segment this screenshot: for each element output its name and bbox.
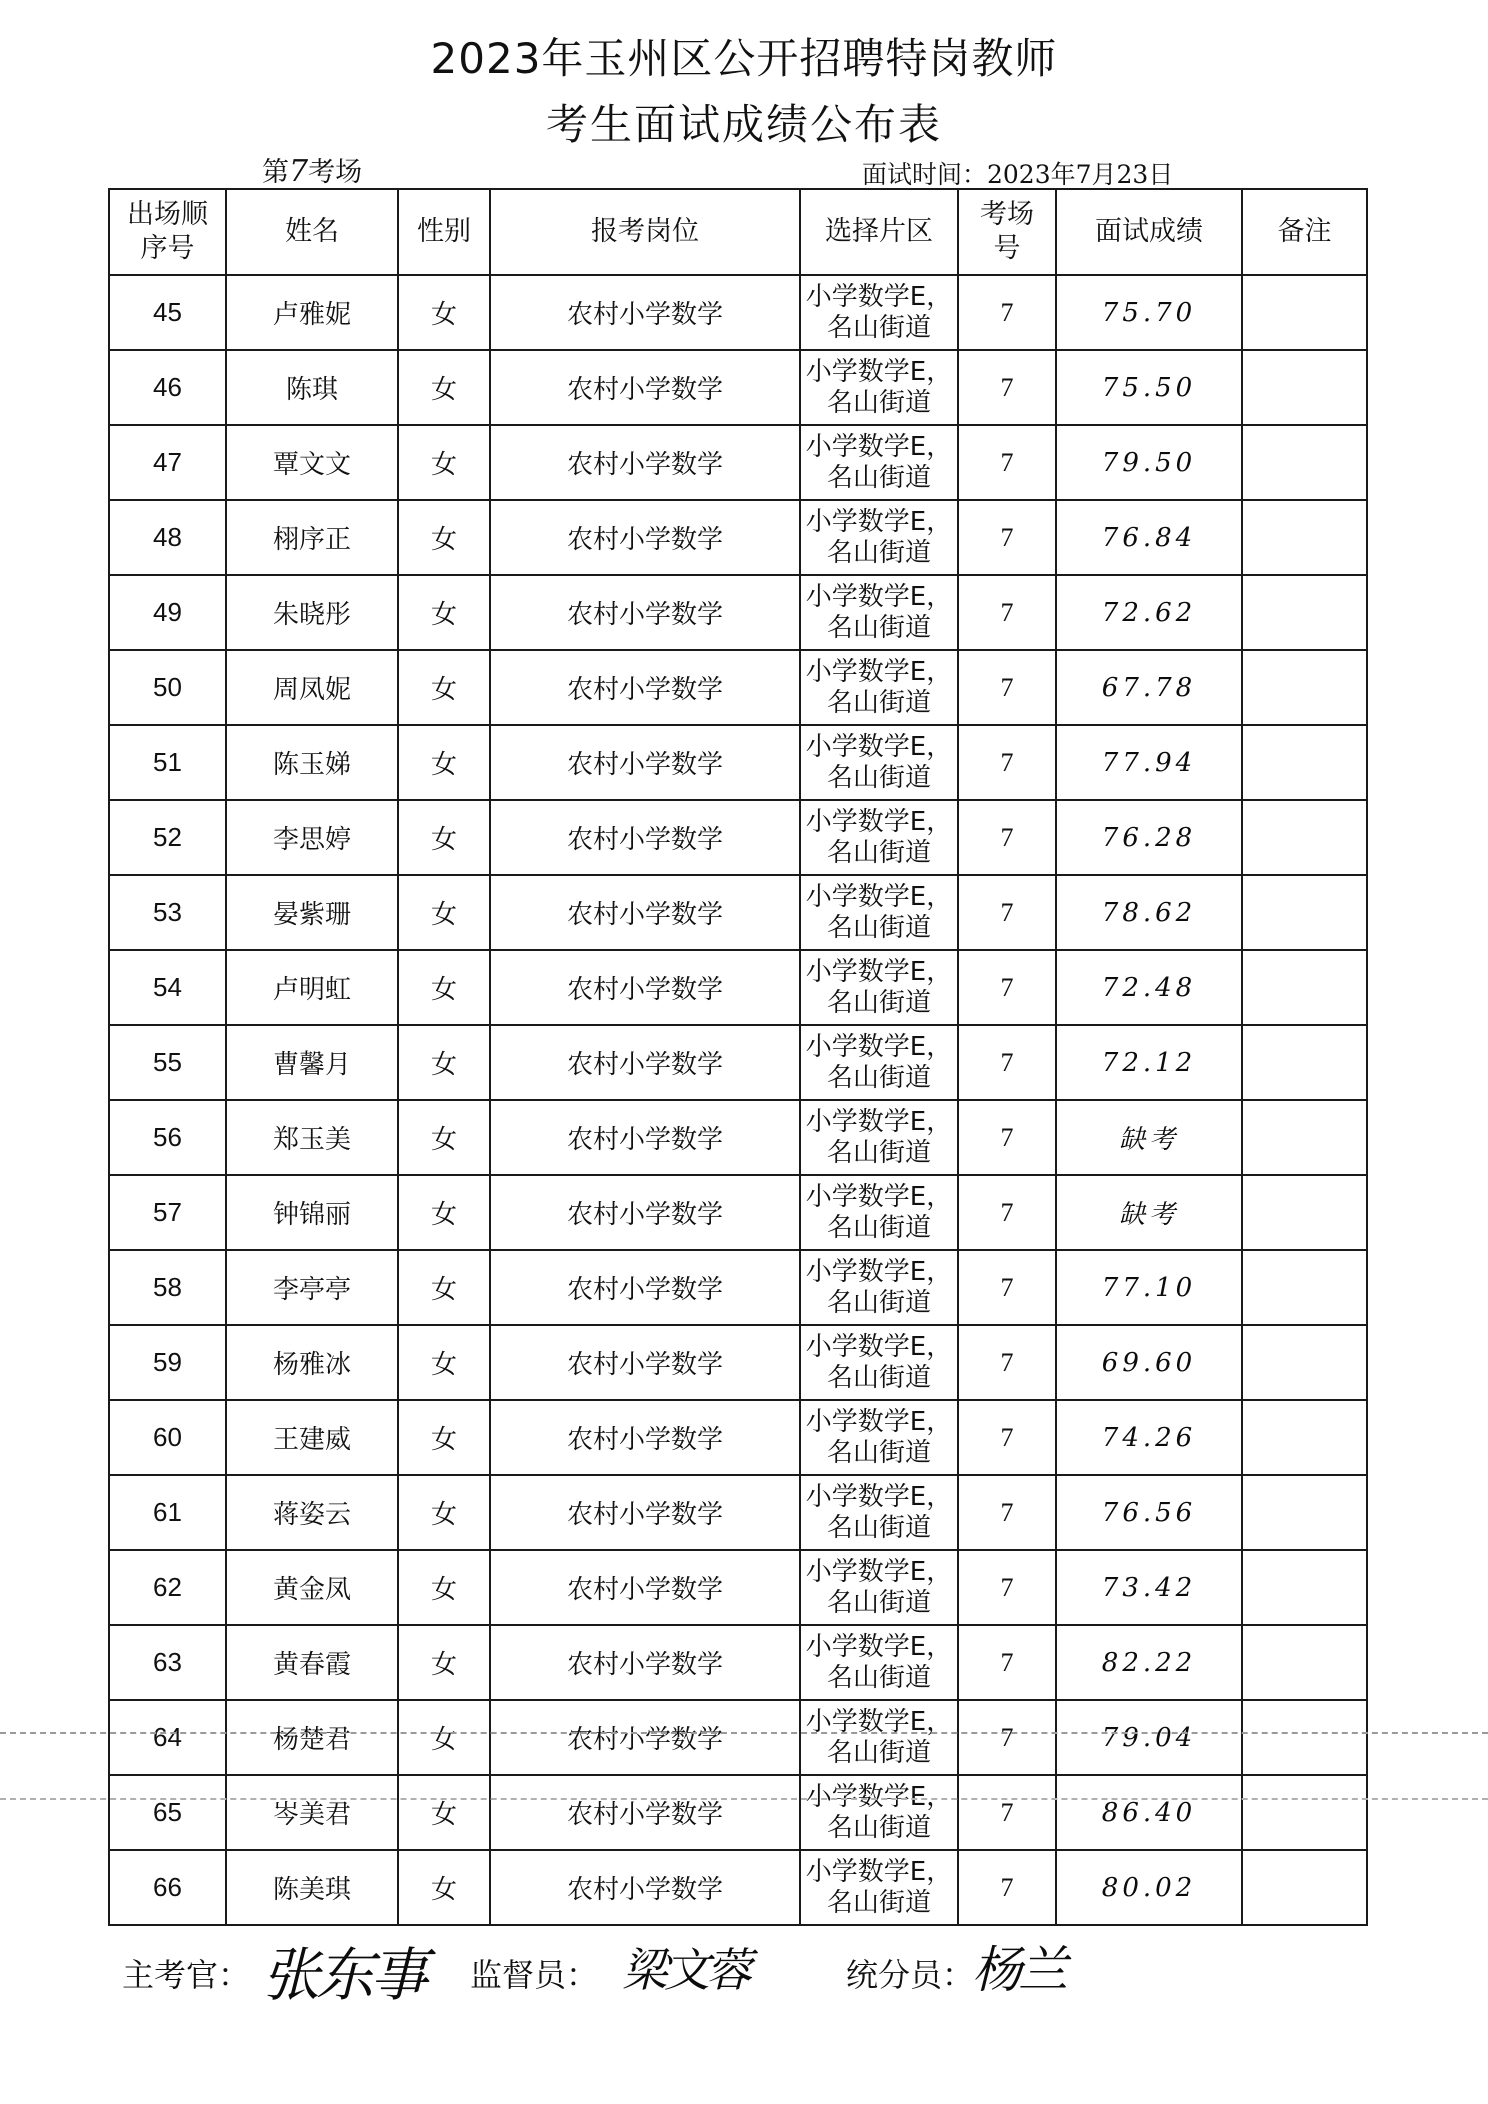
cell-room: 7 bbox=[958, 800, 1056, 875]
area-line-2: 名山街道 bbox=[826, 1587, 931, 1618]
cell-room: 7 bbox=[958, 1625, 1056, 1700]
cell-remark bbox=[1242, 1400, 1367, 1475]
cell-remark bbox=[1242, 1700, 1367, 1775]
cell-name: 周凤妮 bbox=[226, 650, 398, 725]
cell-area bbox=[800, 500, 958, 575]
area-line-2: 名山街道 bbox=[826, 762, 931, 793]
cell-area bbox=[800, 1100, 958, 1175]
table-row bbox=[109, 1400, 1367, 1475]
cell-room: 7 bbox=[958, 1550, 1056, 1625]
cell-gender: 女 bbox=[398, 1475, 490, 1550]
area-line-2: 名山街道 bbox=[826, 687, 931, 718]
table-row bbox=[109, 500, 1367, 575]
cell-position: 农村小学数学 bbox=[490, 500, 800, 575]
cell-area bbox=[800, 1775, 958, 1850]
table-row bbox=[109, 1850, 1367, 1925]
cell-name: 李思婷 bbox=[226, 800, 398, 875]
area-line-2: 名山街道 bbox=[826, 987, 931, 1018]
cell-area bbox=[800, 275, 958, 350]
cell-area bbox=[800, 1025, 958, 1100]
cell-name: 黄春霞 bbox=[226, 1625, 398, 1700]
cell-seq: 49 bbox=[109, 575, 226, 650]
cell-position: 农村小学数学 bbox=[490, 1775, 800, 1850]
cell-position: 农村小学数学 bbox=[490, 1325, 800, 1400]
area-line-2: 名山街道 bbox=[826, 1287, 931, 1318]
cell-room: 7 bbox=[958, 1850, 1056, 1925]
cell-room: 7 bbox=[958, 425, 1056, 500]
cell-seq: 53 bbox=[109, 875, 226, 950]
cell-remark bbox=[1242, 800, 1367, 875]
cell-remark bbox=[1242, 1475, 1367, 1550]
cell-position: 农村小学数学 bbox=[490, 1175, 800, 1250]
cell-seq: 46 bbox=[109, 350, 226, 425]
area-line-1: 小学数学E， bbox=[805, 1181, 953, 1212]
cell-room: 7 bbox=[958, 1400, 1056, 1475]
cell-name: 卢雅妮 bbox=[226, 275, 398, 350]
cell-remark bbox=[1242, 275, 1367, 350]
cell-room: 7 bbox=[958, 1175, 1056, 1250]
cell-score: 76.56 bbox=[1056, 1475, 1242, 1550]
cell-remark bbox=[1242, 1625, 1367, 1700]
table-row bbox=[109, 1475, 1367, 1550]
cell-name: 李亭亭 bbox=[226, 1250, 398, 1325]
cell-score: 77.10 bbox=[1056, 1250, 1242, 1325]
cell-score: 80.02 bbox=[1056, 1850, 1242, 1925]
cell-position: 农村小学数学 bbox=[490, 1850, 800, 1925]
cell-remark bbox=[1242, 1025, 1367, 1100]
table-row bbox=[109, 950, 1367, 1025]
header-room: 考场 号 bbox=[958, 189, 1056, 275]
cell-gender: 女 bbox=[398, 1775, 490, 1850]
cell-position: 农村小学数学 bbox=[490, 1400, 800, 1475]
title-line-2: 考生面试成绩公布表 bbox=[545, 100, 942, 149]
header-score: 面试成绩 bbox=[1056, 189, 1242, 275]
room-prefix: 第 bbox=[262, 157, 289, 188]
cell-seq: 62 bbox=[109, 1550, 226, 1625]
cell-remark bbox=[1242, 1325, 1367, 1400]
cell-area bbox=[800, 725, 958, 800]
cell-score: 67.78 bbox=[1056, 650, 1242, 725]
cell-remark bbox=[1242, 1100, 1367, 1175]
cell-area bbox=[800, 1175, 958, 1250]
area-line-1: 小学数学E， bbox=[805, 1631, 953, 1662]
cell-room: 7 bbox=[958, 1700, 1056, 1775]
scan-dashed-line bbox=[0, 1732, 1488, 1734]
cell-name: 覃文文 bbox=[226, 425, 398, 500]
area-line-1: 小学数学E， bbox=[805, 656, 953, 687]
table-row bbox=[109, 1325, 1367, 1400]
area-line-1: 小学数学E， bbox=[805, 1856, 953, 1887]
cell-name: 朱晓彤 bbox=[226, 575, 398, 650]
cell-name: 陈美琪 bbox=[226, 1850, 398, 1925]
cell-name: 钟锦丽 bbox=[226, 1175, 398, 1250]
area-line-1: 小学数学E， bbox=[805, 1406, 953, 1437]
header-gender: 性别 bbox=[398, 189, 490, 275]
cell-position: 农村小学数学 bbox=[490, 875, 800, 950]
area-line-2: 名山街道 bbox=[826, 312, 931, 343]
cell-seq: 60 bbox=[109, 1400, 226, 1475]
supervisor-label: 监督员： bbox=[470, 1956, 599, 1994]
cell-gender: 女 bbox=[398, 1550, 490, 1625]
cell-remark bbox=[1242, 875, 1367, 950]
cell-name: 陈琪 bbox=[226, 350, 398, 425]
cell-position: 农村小学数学 bbox=[490, 1475, 800, 1550]
table-row bbox=[109, 575, 1367, 650]
title-line-1: 2023年玉州区公开招聘特岗教师 bbox=[430, 34, 1058, 83]
cell-remark bbox=[1242, 1550, 1367, 1625]
cell-gender: 女 bbox=[398, 1175, 490, 1250]
area-line-1: 小学数学E， bbox=[805, 881, 953, 912]
area-line-2: 名山街道 bbox=[826, 1662, 931, 1693]
cell-score: 82.22 bbox=[1056, 1625, 1242, 1700]
area-line-2: 名山街道 bbox=[826, 1212, 931, 1243]
cell-seq: 48 bbox=[109, 500, 226, 575]
area-line-1: 小学数学E， bbox=[805, 1706, 953, 1737]
cell-room: 7 bbox=[958, 1025, 1056, 1100]
area-line-1: 小学数学E， bbox=[805, 1331, 953, 1362]
cell-name: 王建威 bbox=[226, 1400, 398, 1475]
cell-score: 78.62 bbox=[1056, 875, 1242, 950]
table-row bbox=[109, 875, 1367, 950]
cell-gender: 女 bbox=[398, 725, 490, 800]
cell-area bbox=[800, 1400, 958, 1475]
cell-area bbox=[800, 1850, 958, 1925]
table-row bbox=[109, 725, 1367, 800]
cell-seq: 45 bbox=[109, 275, 226, 350]
cell-remark bbox=[1242, 575, 1367, 650]
room-suffix: 考场 bbox=[308, 157, 363, 188]
cell-area bbox=[800, 1250, 958, 1325]
area-line-2: 名山街道 bbox=[826, 1062, 931, 1093]
area-line-1: 小学数学E， bbox=[805, 731, 953, 762]
cell-position: 农村小学数学 bbox=[490, 650, 800, 725]
cell-area bbox=[800, 875, 958, 950]
cell-score: 73.42 bbox=[1056, 1550, 1242, 1625]
table-row bbox=[109, 275, 1367, 350]
area-line-1: 小学数学E， bbox=[805, 356, 953, 387]
cell-score: 72.62 bbox=[1056, 575, 1242, 650]
cell-score: 75.50 bbox=[1056, 350, 1242, 425]
header-position: 报考岗位 bbox=[490, 189, 800, 275]
cell-seq: 61 bbox=[109, 1475, 226, 1550]
chief-examiner-signature: 张东事 bbox=[262, 1941, 425, 2009]
cell-seq: 55 bbox=[109, 1025, 226, 1100]
area-line-2: 名山街道 bbox=[826, 1362, 931, 1393]
cell-remark bbox=[1242, 425, 1367, 500]
cell-room: 7 bbox=[958, 275, 1056, 350]
cell-gender: 女 bbox=[398, 1250, 490, 1325]
table-row bbox=[109, 1175, 1367, 1250]
area-line-1: 小学数学E， bbox=[805, 1106, 953, 1137]
area-line-2: 名山街道 bbox=[826, 1887, 931, 1918]
area-line-2: 名山街道 bbox=[826, 537, 931, 568]
cell-gender: 女 bbox=[398, 575, 490, 650]
cell-room: 7 bbox=[958, 875, 1056, 950]
scan-dashed-line-2 bbox=[0, 1798, 1488, 1800]
cell-room: 7 bbox=[958, 1775, 1056, 1850]
cell-room: 7 bbox=[958, 1475, 1056, 1550]
cell-score: 79.50 bbox=[1056, 425, 1242, 500]
cell-room: 7 bbox=[958, 350, 1056, 425]
table-row bbox=[109, 1100, 1367, 1175]
cell-position: 农村小学数学 bbox=[490, 1025, 800, 1100]
cell-score: 79.04 bbox=[1056, 1700, 1242, 1775]
area-line-1: 小学数学E， bbox=[805, 806, 953, 837]
cell-remark bbox=[1242, 1775, 1367, 1850]
cell-area bbox=[800, 950, 958, 1025]
cell-position: 农村小学数学 bbox=[490, 800, 800, 875]
table-row bbox=[109, 1625, 1367, 1700]
cell-position: 农村小学数学 bbox=[490, 350, 800, 425]
area-line-1: 小学数学E， bbox=[805, 431, 953, 462]
table-header-row bbox=[109, 189, 1367, 275]
area-line-1: 小学数学E， bbox=[805, 1256, 953, 1287]
cell-gender: 女 bbox=[398, 800, 490, 875]
cell-gender: 女 bbox=[398, 500, 490, 575]
cell-gender: 女 bbox=[398, 1850, 490, 1925]
cell-position: 农村小学数学 bbox=[490, 950, 800, 1025]
cell-gender: 女 bbox=[398, 1025, 490, 1100]
cell-room: 7 bbox=[958, 950, 1056, 1025]
cell-score: 缺考 bbox=[1056, 1175, 1242, 1250]
area-line-1: 小学数学E， bbox=[805, 281, 953, 312]
area-line-2: 名山街道 bbox=[826, 387, 931, 418]
cell-seq: 66 bbox=[109, 1850, 226, 1925]
cell-gender: 女 bbox=[398, 650, 490, 725]
cell-gender: 女 bbox=[398, 1625, 490, 1700]
cell-position: 农村小学数学 bbox=[490, 1625, 800, 1700]
table-row bbox=[109, 1775, 1367, 1850]
cell-area bbox=[800, 1700, 958, 1775]
table-row bbox=[109, 1550, 1367, 1625]
area-line-1: 小学数学E， bbox=[805, 581, 953, 612]
supervisor-signature: 梁文蓉 bbox=[622, 1943, 748, 1997]
cell-name: 杨雅冰 bbox=[226, 1325, 398, 1400]
cell-seq: 64 bbox=[109, 1700, 226, 1775]
cell-gender: 女 bbox=[398, 1325, 490, 1400]
cell-name: 岑美君 bbox=[226, 1775, 398, 1850]
cell-name: 陈玉娣 bbox=[226, 725, 398, 800]
exam-room-label bbox=[262, 150, 362, 189]
cell-score: 74.26 bbox=[1056, 1400, 1242, 1475]
cell-area bbox=[800, 1475, 958, 1550]
cell-remark bbox=[1242, 1850, 1367, 1925]
cell-score: 75.70 bbox=[1056, 275, 1242, 350]
cell-position: 农村小学数学 bbox=[490, 275, 800, 350]
cell-position: 农村小学数学 bbox=[490, 1250, 800, 1325]
area-line-1: 小学数学E， bbox=[805, 506, 953, 537]
cell-seq: 47 bbox=[109, 425, 226, 500]
cell-seq: 50 bbox=[109, 650, 226, 725]
cell-score: 76.28 bbox=[1056, 800, 1242, 875]
cell-name: 黄金凤 bbox=[226, 1550, 398, 1625]
table-row bbox=[109, 350, 1367, 425]
cell-seq: 52 bbox=[109, 800, 226, 875]
cell-gender: 女 bbox=[398, 275, 490, 350]
header-name: 姓名 bbox=[226, 189, 398, 275]
cell-remark bbox=[1242, 950, 1367, 1025]
area-line-2: 名山街道 bbox=[826, 1812, 931, 1843]
cell-room: 7 bbox=[958, 500, 1056, 575]
cell-room: 7 bbox=[958, 1325, 1056, 1400]
cell-area bbox=[800, 800, 958, 875]
cell-score: 69.60 bbox=[1056, 1325, 1242, 1400]
table-row bbox=[109, 1700, 1367, 1775]
score-table bbox=[108, 188, 1368, 1926]
cell-score: 76.84 bbox=[1056, 500, 1242, 575]
cell-gender: 女 bbox=[398, 875, 490, 950]
table-row bbox=[109, 650, 1367, 725]
cell-area bbox=[800, 1625, 958, 1700]
cell-score: 77.94 bbox=[1056, 725, 1242, 800]
header-seq: 出场顺 序号 bbox=[109, 189, 226, 275]
area-line-2: 名山街道 bbox=[826, 1737, 931, 1768]
cell-seq: 54 bbox=[109, 950, 226, 1025]
cell-name: 晏紫珊 bbox=[226, 875, 398, 950]
cell-gender: 女 bbox=[398, 1400, 490, 1475]
interview-date: 面试时间：2023年7月23日 bbox=[862, 160, 1174, 189]
cell-name: 栩序正 bbox=[226, 500, 398, 575]
cell-score: 72.12 bbox=[1056, 1025, 1242, 1100]
cell-room: 7 bbox=[958, 650, 1056, 725]
area-line-1: 小学数学E， bbox=[805, 1556, 953, 1587]
scorer-label: 统分员： bbox=[846, 1956, 975, 1994]
table-row bbox=[109, 1025, 1367, 1100]
cell-name: 卢明虹 bbox=[226, 950, 398, 1025]
cell-area bbox=[800, 575, 958, 650]
table-row bbox=[109, 1250, 1367, 1325]
cell-area bbox=[800, 1325, 958, 1400]
header-remark: 备注 bbox=[1242, 189, 1367, 275]
cell-area bbox=[800, 350, 958, 425]
cell-position: 农村小学数学 bbox=[490, 1100, 800, 1175]
cell-gender: 女 bbox=[398, 950, 490, 1025]
cell-area bbox=[800, 650, 958, 725]
cell-score: 86.40 bbox=[1056, 1775, 1242, 1850]
table-row bbox=[109, 425, 1367, 500]
cell-remark bbox=[1242, 1175, 1367, 1250]
cell-seq: 56 bbox=[109, 1100, 226, 1175]
cell-position: 农村小学数学 bbox=[490, 1550, 800, 1625]
cell-room: 7 bbox=[958, 575, 1056, 650]
area-line-2: 名山街道 bbox=[826, 837, 931, 868]
cell-seq: 63 bbox=[109, 1625, 226, 1700]
area-line-2: 名山街道 bbox=[826, 612, 931, 643]
cell-name: 杨楚君 bbox=[226, 1700, 398, 1775]
area-line-2: 名山街道 bbox=[826, 1137, 931, 1168]
cell-remark bbox=[1242, 1250, 1367, 1325]
cell-room: 7 bbox=[958, 725, 1056, 800]
cell-room: 7 bbox=[958, 1250, 1056, 1325]
area-line-1: 小学数学E， bbox=[805, 1481, 953, 1512]
area-line-1: 小学数学E， bbox=[805, 1031, 953, 1062]
area-line-1: 小学数学E， bbox=[805, 1781, 953, 1812]
cell-name: 曹馨月 bbox=[226, 1025, 398, 1100]
room-number-handwritten: 7 bbox=[289, 154, 309, 189]
cell-gender: 女 bbox=[398, 425, 490, 500]
cell-remark bbox=[1242, 500, 1367, 575]
cell-area bbox=[800, 425, 958, 500]
cell-gender: 女 bbox=[398, 350, 490, 425]
area-line-2: 名山街道 bbox=[826, 1437, 931, 1468]
cell-score: 缺考 bbox=[1056, 1100, 1242, 1175]
cell-gender: 女 bbox=[398, 1700, 490, 1775]
cell-position: 农村小学数学 bbox=[490, 425, 800, 500]
area-line-2: 名山街道 bbox=[826, 1512, 931, 1543]
cell-name: 郑玉美 bbox=[226, 1100, 398, 1175]
cell-seq: 59 bbox=[109, 1325, 226, 1400]
cell-position: 农村小学数学 bbox=[490, 575, 800, 650]
cell-score: 72.48 bbox=[1056, 950, 1242, 1025]
cell-room: 7 bbox=[958, 1100, 1056, 1175]
cell-remark bbox=[1242, 350, 1367, 425]
cell-name: 蒋姿云 bbox=[226, 1475, 398, 1550]
header-area: 选择片区 bbox=[800, 189, 958, 275]
area-line-2: 名山街道 bbox=[826, 912, 931, 943]
cell-seq: 65 bbox=[109, 1775, 226, 1850]
cell-position: 农村小学数学 bbox=[490, 1700, 800, 1775]
cell-seq: 57 bbox=[109, 1175, 226, 1250]
area-line-1: 小学数学E， bbox=[805, 956, 953, 987]
table-row bbox=[109, 800, 1367, 875]
cell-remark bbox=[1242, 725, 1367, 800]
chief-examiner-label: 主考官： bbox=[122, 1956, 251, 1994]
cell-remark bbox=[1242, 650, 1367, 725]
cell-gender: 女 bbox=[398, 1100, 490, 1175]
cell-seq: 51 bbox=[109, 725, 226, 800]
cell-position: 农村小学数学 bbox=[490, 725, 800, 800]
scorer-signature: 杨兰 bbox=[972, 1941, 1064, 1999]
cell-area bbox=[800, 1550, 958, 1625]
area-line-2: 名山街道 bbox=[826, 462, 931, 493]
cell-seq: 58 bbox=[109, 1250, 226, 1325]
